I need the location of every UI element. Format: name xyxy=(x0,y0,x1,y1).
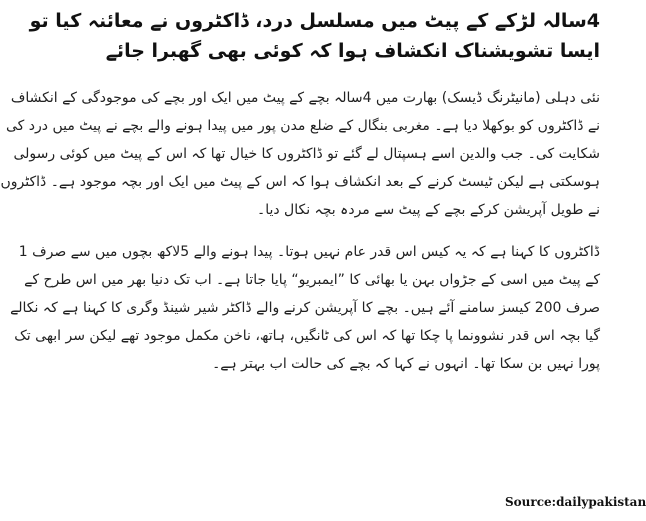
article-headline: 4سالہ لڑکے کے پیٹ میں مسلسل درد، ڈاکٹروں نے معائنہ کیا تو ایسا تشویشناک انکشاف ہوا کہ کوئی بھی گھبرا جائے xyxy=(29,10,600,62)
article-paragraph-1: نئی دہلی (مانیٹرنگ ڈیسک) بھارت میں 4سالہ بچے کے پیٹ میں ایک اور بچے کی موجودگی کے انکشاف نے ڈاکٹروں کو بوکھلا دیا ہے۔ مغربی بنگال کے ضلع مدن پور میں پیدا ہونے والے بچے نے پیٹ میں درد کی شکایت کی۔ جب والدین اسے ہسپتال لے گئے تو ڈاکٹروں کا خیال تھا کہ اس کے پیٹ میں کوئی رسولی ہوسکتی ہے لیکن ٹیسٹ کرنے کے بعد انکشاف ہوا کہ اس کے پیٹ میں ایک اور بچہ موجود ہے۔ ڈاکٹروں نے طویل آپریشن کرکے بچے کے پیٹ سے مردہ بچہ نکال دیا۔ xyxy=(0,90,600,218)
source-credit: Source:dailypakistan xyxy=(505,495,646,509)
article-paragraph-2: ڈاکٹروں کا کہنا ہے کہ یہ کیس اس قدر عام نہیں ہوتا۔ پیدا ہونے والے 5لاکھ بچوں میں سے صرف 1 کے پیٹ میں اسی کے جڑواں بہن یا بھائی کا ”ایمبریو“ پایا جاتا ہے۔ اب تک دنیا بھر میں اس طرح کے صرف 200 کیسز سامنے آئے ہیں۔ بچے کا آپریشن کرنے والے ڈاکٹر شیر شینڈ وگری کا کہنا ہے کہ نکالے گیا بچہ اس قدر نشوونما پا چکا تھا کہ اس کی ٹانگیں، ہاتھ، ناخن مکمل موجود تھے لیکن سر ابھی تک پورا نہیں بن سکا تھا۔ انہوں نے کہا کہ بچے کی حالت اب بہتر ہے۔ xyxy=(10,244,600,372)
